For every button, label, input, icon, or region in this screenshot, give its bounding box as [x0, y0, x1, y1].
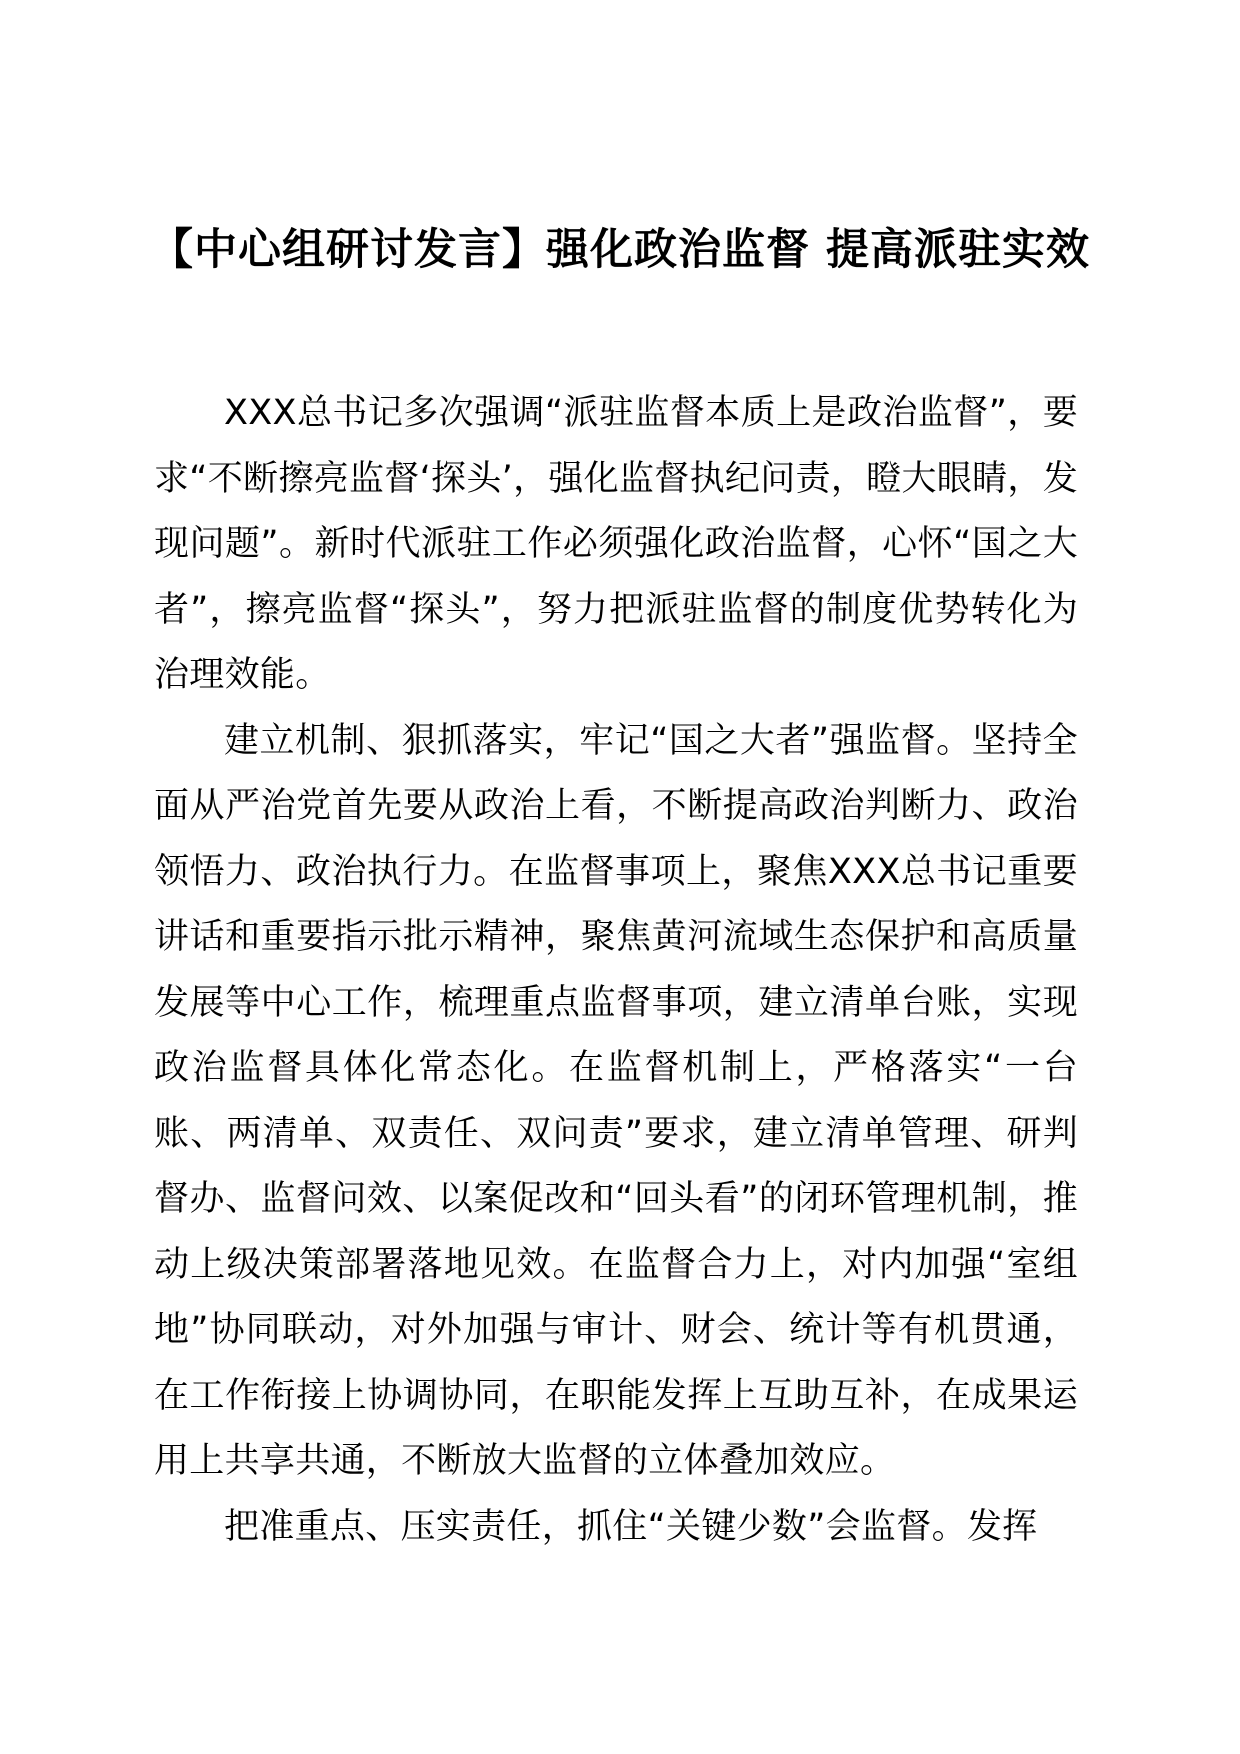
paragraph-mechanism: 建立机制、狠抓落实，牢记“国之大者”强监督。坚持全面从严治党首先要从政治上看，不断提高政治判断力、政治领悟力、政治执行力。在监督事项上，聚焦XXX总书记重要讲话和重要指示批示精神，聚焦黄河流域生态保护和高质量发展等中心工作，梳理重点监督事项，建立清单台账，实现政治监督具体化常态化。在监督机制上，严格落实“一台账、两清单、双责任、双问责”要求，建立清单管理、研判督办、监督问效、以案促改和“回头看”的闭环管理机制，推动上级决策部署落地见效。在监督合力上，对内加强“室组地”协同联动，对外加强与审计、财会、统计等有机贯通，在工作衔接上协调协同，在职能发挥上互助互补，在成果运用上共享共通，不断放大监督的立体叠加效应。 — [154, 720, 1078, 1481]
document-title: 【中心组研讨发言】强化政治监督 提高派驻实效 — [150, 225, 1090, 275]
document-body — [154, 381, 1078, 1560]
paragraph-intro: XXX总书记多次强调“派驻监督本质上是政治监督”，要求“不断擦亮监督‘探头’，强化监督执纪问责，瞪大眼睛，发现问题”。新时代派驻工作必须强化政治监督，心怀“国之大者”，擦亮监督“探头”，努力把派驻监督的制度优势转化为治理效能。 — [154, 393, 1078, 695]
paragraph-key-minority: 把准重点、压实责任，抓住“关键少数”会监督。发挥 — [224, 1506, 1038, 1547]
